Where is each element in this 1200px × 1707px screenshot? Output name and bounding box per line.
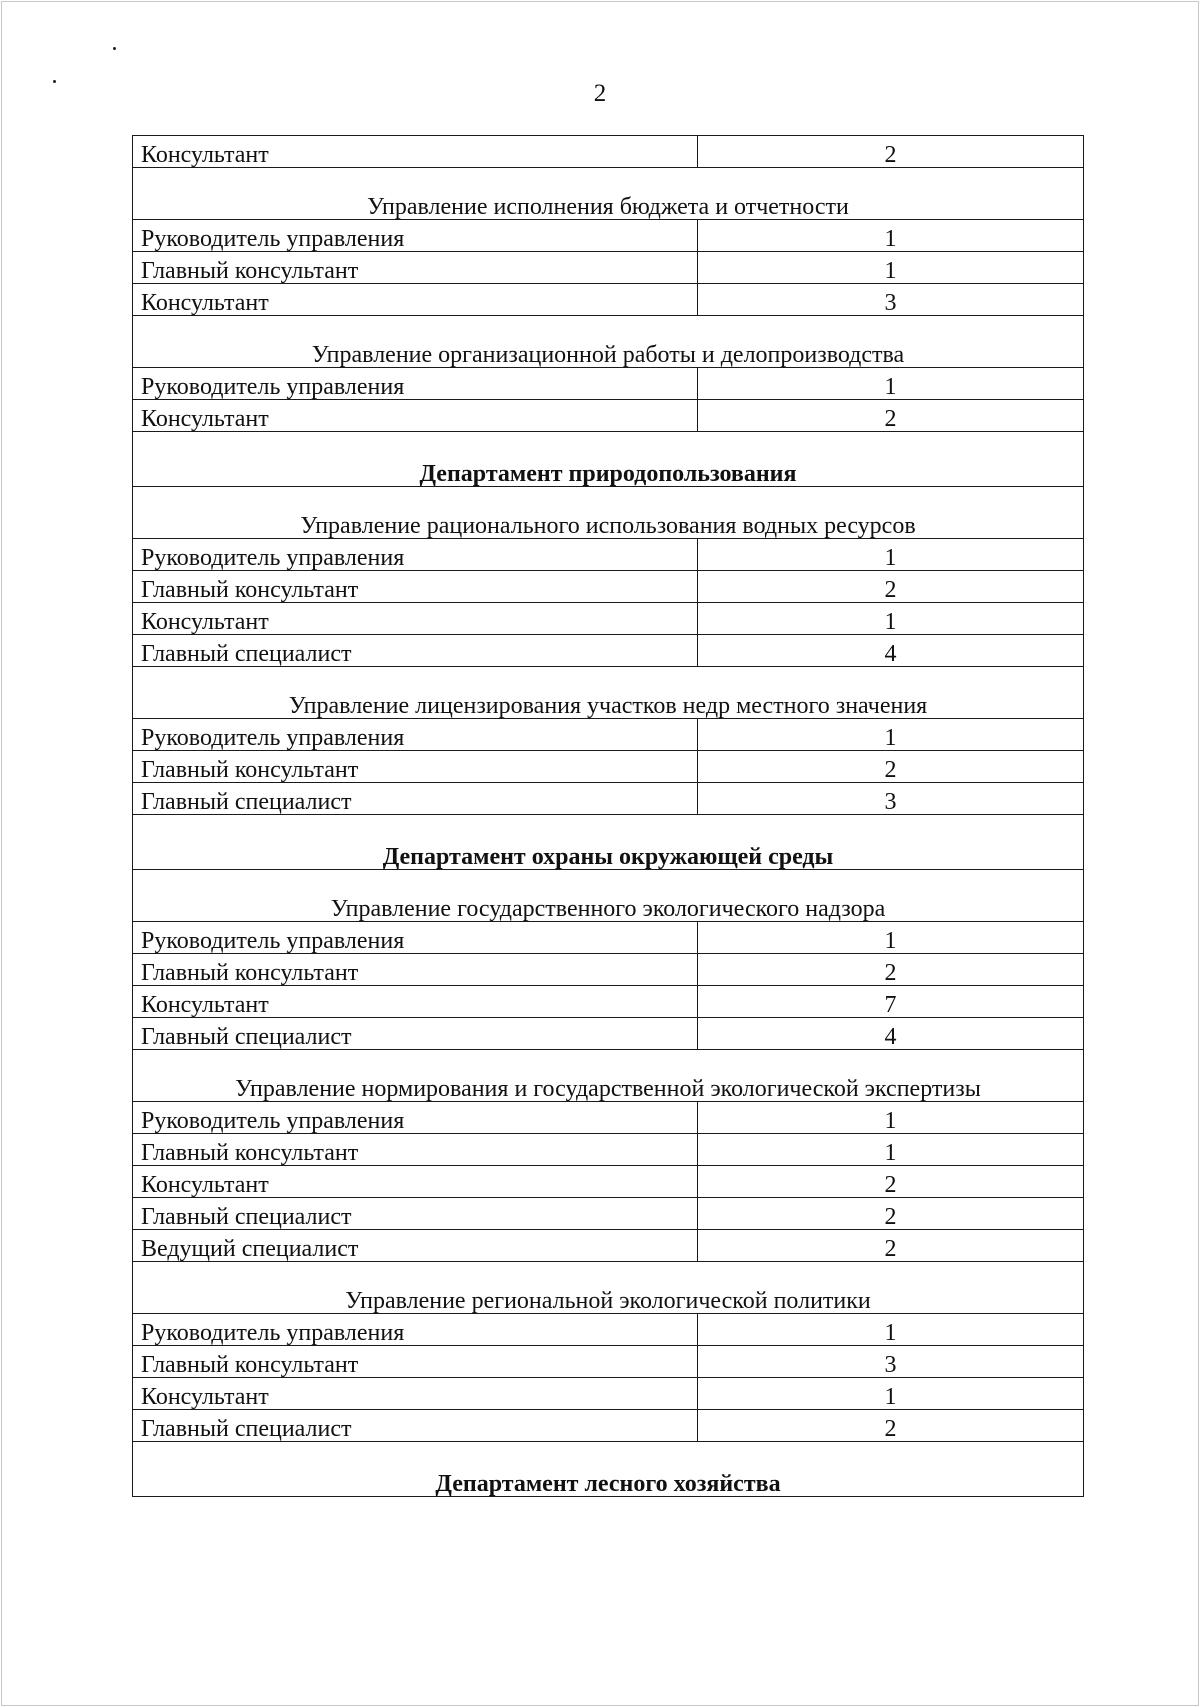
position-title: Главный консультант <box>133 751 698 783</box>
position-count: 1 <box>698 252 1084 284</box>
position-count: 4 <box>698 635 1084 667</box>
position-count: 2 <box>698 954 1084 986</box>
subdivision-header-row <box>133 168 1084 220</box>
position-row <box>133 1230 1084 1262</box>
position-row <box>133 1198 1084 1230</box>
position-count: 3 <box>698 783 1084 815</box>
position-row <box>133 571 1084 603</box>
position-title: Главный специалист <box>133 1198 698 1230</box>
subdivision-header-row <box>133 667 1084 719</box>
position-row <box>133 1410 1084 1442</box>
department-header-row <box>133 1442 1084 1497</box>
position-count: 1 <box>698 1102 1084 1134</box>
position-row <box>133 1018 1084 1050</box>
position-row <box>133 635 1084 667</box>
position-row <box>133 1378 1084 1410</box>
position-title: Консультант <box>133 603 698 635</box>
subdivision-title: Управление лицензирования участков недр местного значения <box>133 667 1084 719</box>
department-title: Департамент лесного хозяйства <box>133 1442 1084 1497</box>
department-header-row <box>133 432 1084 487</box>
position-title: Ведущий специалист <box>133 1230 698 1262</box>
position-row <box>133 1102 1084 1134</box>
position-row <box>133 751 1084 783</box>
position-title: Консультант <box>133 136 698 168</box>
position-row <box>133 252 1084 284</box>
position-title: Главный специалист <box>133 1018 698 1050</box>
position-title: Главный специалист <box>133 1410 698 1442</box>
page-number: 2 <box>593 80 607 107</box>
position-title: Руководитель управления <box>133 719 698 751</box>
position-count: 2 <box>698 1166 1084 1198</box>
position-count: 2 <box>698 1230 1084 1262</box>
position-count: 1 <box>698 1378 1084 1410</box>
position-count: 2 <box>698 751 1084 783</box>
staffing-table <box>132 135 1084 1497</box>
subdivision-title: Управление исполнения бюджета и отчетности <box>133 168 1084 220</box>
position-title: Консультант <box>133 986 698 1018</box>
position-title: Руководитель управления <box>133 922 698 954</box>
position-title: Руководитель управления <box>133 220 698 252</box>
position-count: 7 <box>698 986 1084 1018</box>
position-row <box>133 1134 1084 1166</box>
position-row <box>133 1346 1084 1378</box>
position-row <box>133 783 1084 815</box>
position-title: Руководитель управления <box>133 1314 698 1346</box>
position-count: 2 <box>698 400 1084 432</box>
position-count: 1 <box>698 539 1084 571</box>
subdivision-title: Управление региональной экологической политики <box>133 1262 1084 1314</box>
position-row <box>133 1314 1084 1346</box>
department-header-row <box>133 815 1084 870</box>
position-count: 1 <box>698 922 1084 954</box>
position-count: 3 <box>698 284 1084 316</box>
position-row <box>133 539 1084 571</box>
position-title: Консультант <box>133 1166 698 1198</box>
position-count: 2 <box>698 1198 1084 1230</box>
scan-speck <box>113 47 116 50</box>
position-title: Консультант <box>133 284 698 316</box>
position-row <box>133 986 1084 1018</box>
position-count: 1 <box>698 1134 1084 1166</box>
position-row <box>133 603 1084 635</box>
position-count: 2 <box>698 1410 1084 1442</box>
position-row <box>133 719 1084 751</box>
position-title: Главный консультант <box>133 1134 698 1166</box>
subdivision-title: Управление нормирования и государственной экологической экспертизы <box>133 1050 1084 1102</box>
position-title: Консультант <box>133 1378 698 1410</box>
position-title: Руководитель управления <box>133 368 698 400</box>
subdivision-header-row <box>133 870 1084 922</box>
subdivision-header-row <box>133 487 1084 539</box>
position-row <box>133 400 1084 432</box>
subdivision-header-row <box>133 1050 1084 1102</box>
position-count: 1 <box>698 368 1084 400</box>
position-row <box>133 368 1084 400</box>
position-count: 3 <box>698 1346 1084 1378</box>
position-count: 4 <box>698 1018 1084 1050</box>
department-title: Департамент охраны окружающей среды <box>133 815 1084 870</box>
position-count: 1 <box>698 719 1084 751</box>
position-title: Главный специалист <box>133 635 698 667</box>
position-count: 2 <box>698 136 1084 168</box>
position-title: Главный консультант <box>133 1346 698 1378</box>
subdivision-title: Управление государственного экологического надзора <box>133 870 1084 922</box>
position-title: Консультант <box>133 400 698 432</box>
subdivision-title: Управление рационального использования водных ресурсов <box>133 487 1084 539</box>
position-title: Главный консультант <box>133 954 698 986</box>
subdivision-header-row <box>133 1262 1084 1314</box>
position-title: Руководитель управления <box>133 539 698 571</box>
department-title: Департамент природопользования <box>133 432 1084 487</box>
position-row <box>133 136 1084 168</box>
position-title: Главный консультант <box>133 252 698 284</box>
position-count: 1 <box>698 603 1084 635</box>
position-count: 1 <box>698 220 1084 252</box>
position-title: Главный специалист <box>133 783 698 815</box>
position-row <box>133 1166 1084 1198</box>
position-row <box>133 220 1084 252</box>
position-row <box>133 954 1084 986</box>
position-count: 1 <box>698 1314 1084 1346</box>
position-title: Главный консультант <box>133 571 698 603</box>
position-title: Руководитель управления <box>133 1102 698 1134</box>
subdivision-header-row <box>133 316 1084 368</box>
subdivision-title: Управление организационной работы и делопроизводства <box>133 316 1084 368</box>
staffing-table-body <box>133 136 1084 1497</box>
position-row <box>133 284 1084 316</box>
position-row <box>133 922 1084 954</box>
position-count: 2 <box>698 571 1084 603</box>
